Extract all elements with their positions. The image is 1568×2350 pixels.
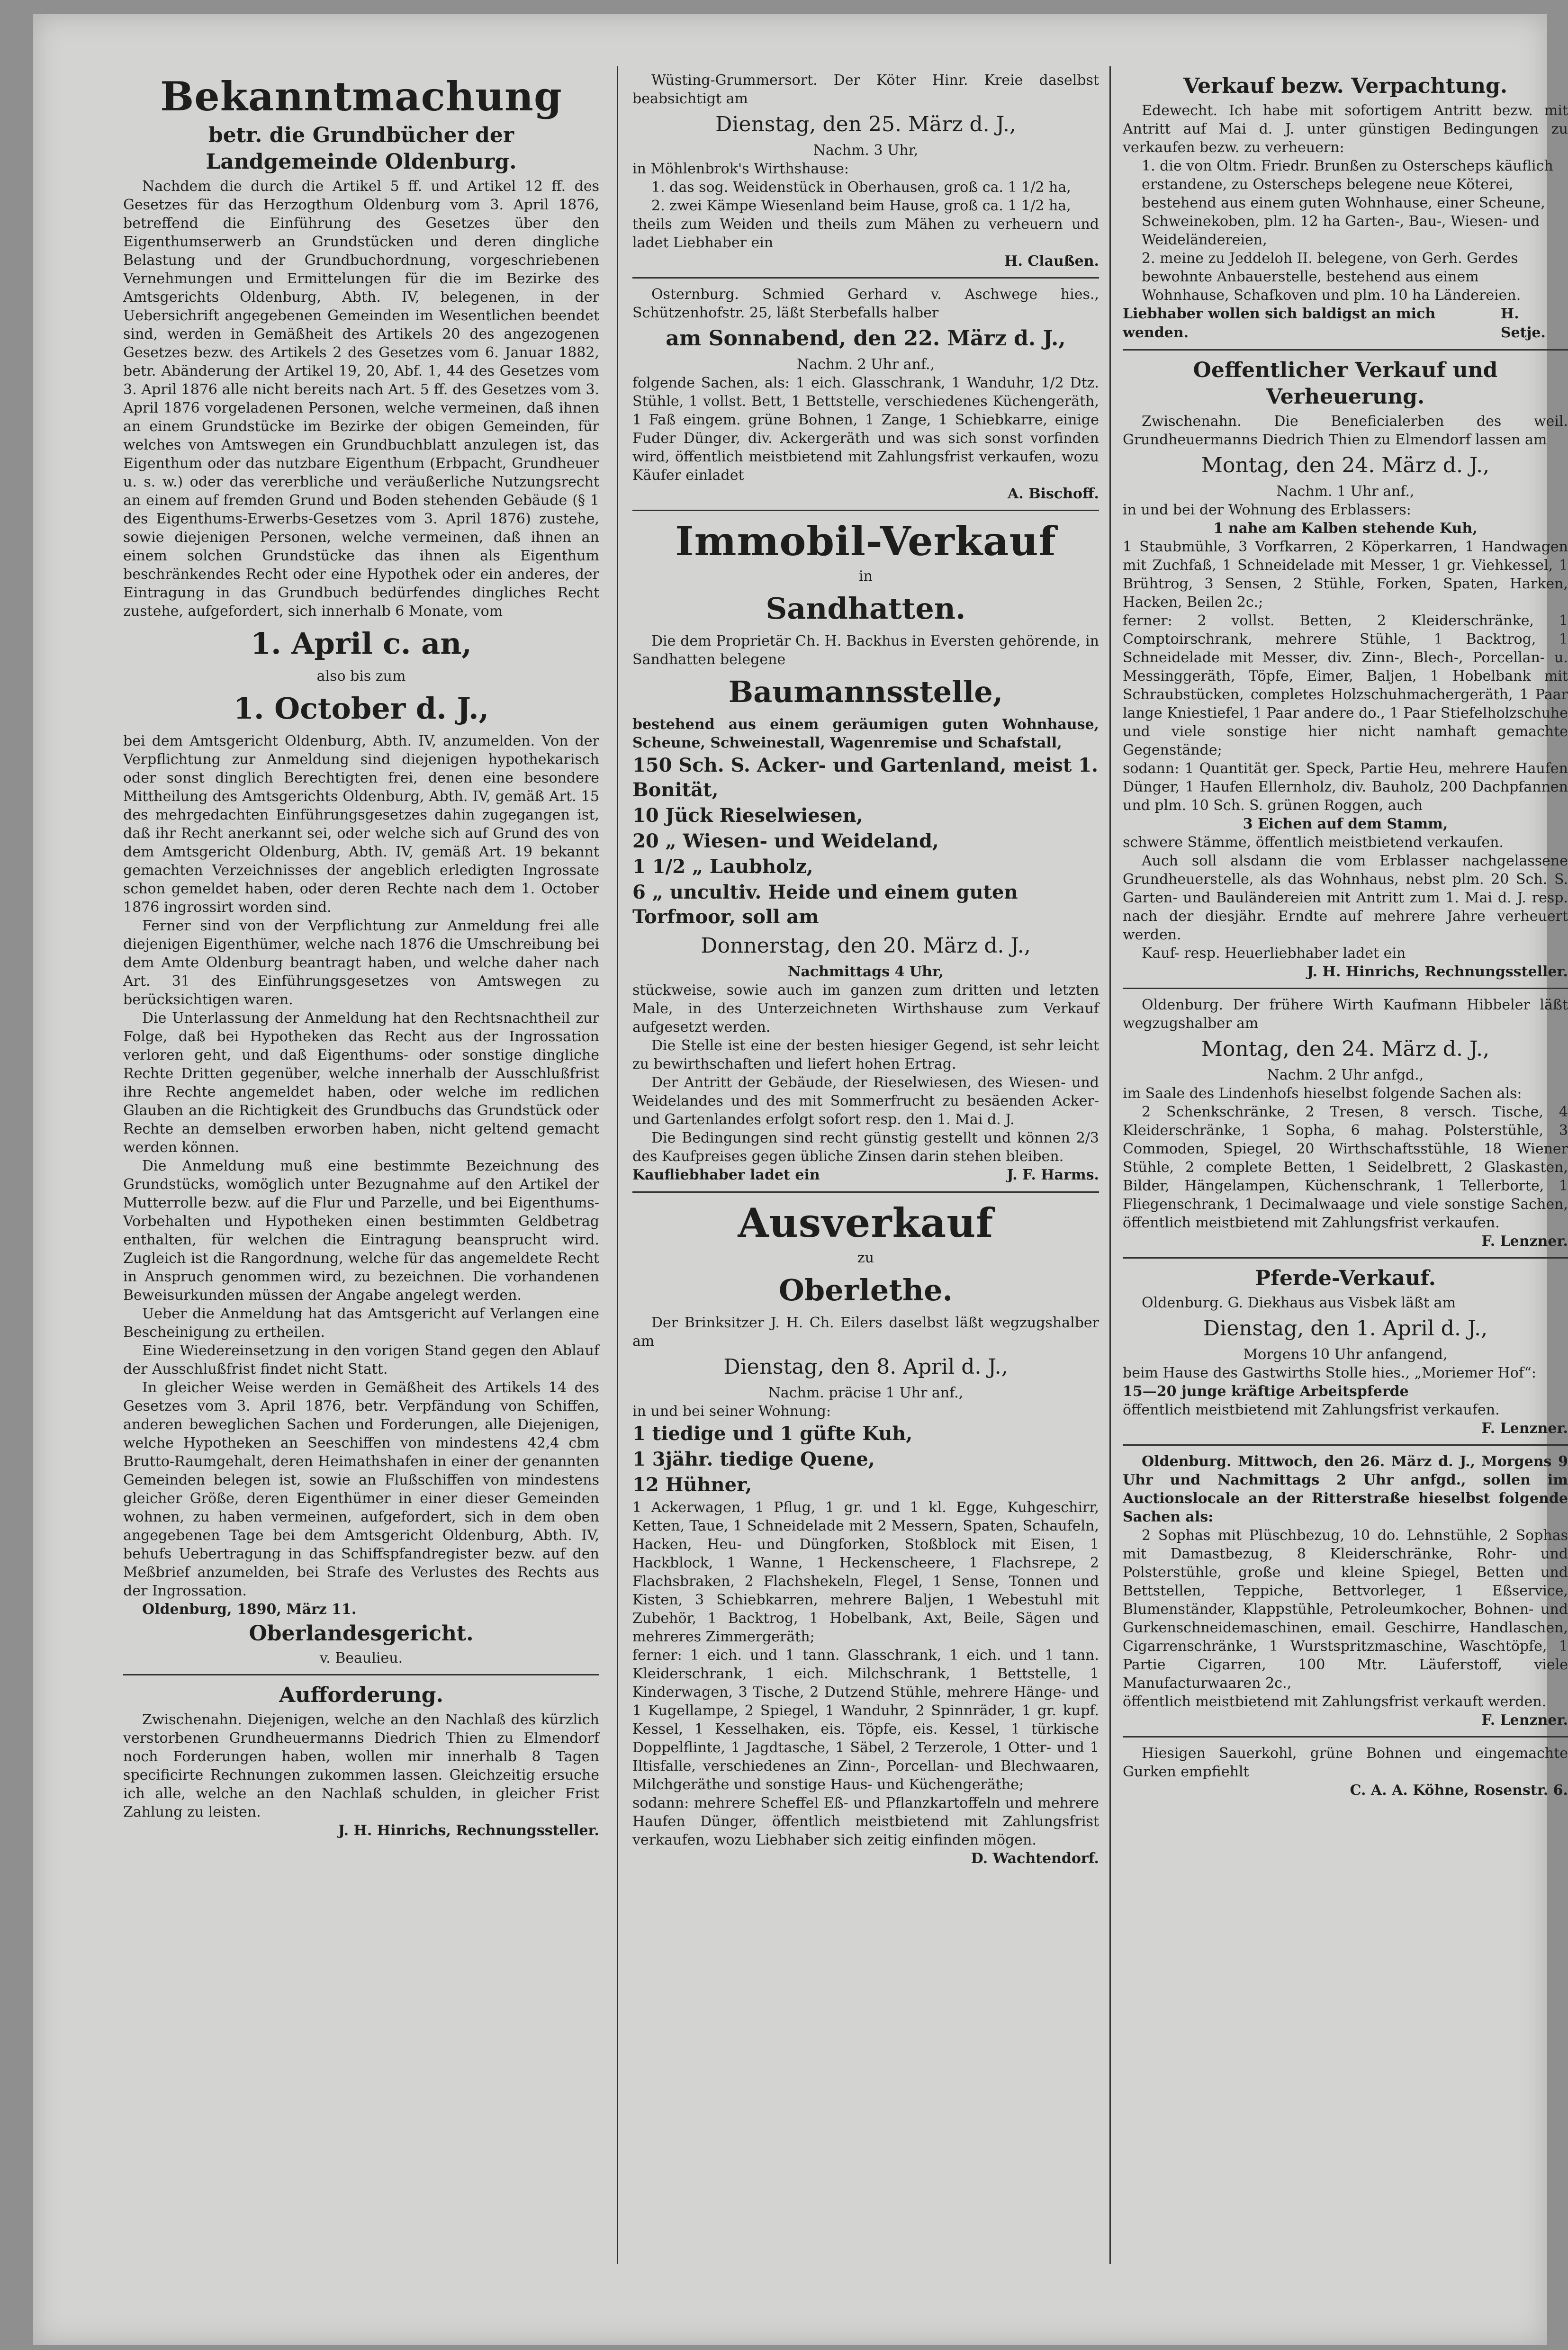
ad-signature: H. Claußen. xyxy=(1004,253,1099,270)
section-divider xyxy=(1123,1444,1568,1446)
column-divider xyxy=(1109,66,1111,2264)
section-divider xyxy=(632,1191,1099,1193)
ad-signature: A. Bischoff. xyxy=(1008,486,1099,502)
ad-text: 1 Ackerwagen, 1 Pflug, 1 gr. und 1 kl. Egge, Kuhgeschirr, Ketten, Taue, 1 Schneidelade mit 2 Messern, Spaten, Schaufeln, Hacken, Heu- und Düngforken, Stoßblock mit Eisen, 1 Hackblock, 1 Wanne, 1 Heckenscheere, 1 Flachsrepe, 2 Flachsbraken, 2 Flachshekeln, Flegel, 1 Sense, Tonnen und Kisten, 3 Schiebkarren, mehrere Baljen, 1 Webestuhl mit Zubehör, 1 Backtrog, 1 Hobelbank, Axt, Beile, Sägen und mehreres Zimmergeräth; xyxy=(632,1499,1099,1645)
column-1 xyxy=(123,71,599,1840)
ad-highlight: 3 Eichen auf dem Stamm, xyxy=(1243,816,1448,832)
signer-name: v. Beaulieu. xyxy=(319,1650,403,1666)
ad-text: folgende Sachen, als: 1 eich. Glasschrank, 1 Wanduhr, 1/2 Dtz. Stühle, 1 vollst. Bett, 1 Bettstelle, verschiedenes Küchengeräth, 1 Faß eingem. grüne Bohnen, 1 Zange, 1 Schiebkarre, einige Fuder Dünger, div. Ackergeräth und was sich sonst vorfinden wird, öffentlich meistbietend mit Zahlungsfrist verkaufen, wozu Käufer einladet xyxy=(632,375,1099,484)
column-3 xyxy=(1123,71,1568,1800)
announcement-text: also bis zum xyxy=(316,668,406,684)
place-date: Oldenburg, 1890, März 11. xyxy=(142,1601,357,1618)
ad-livestock-line: 1 3jähr. tiedige Quene, xyxy=(632,1448,875,1470)
ad-text: sodann: mehrere Scheffel Eß- und Pflanzkartoffeln und mehrere Haufen Dünger, öffentlich meistbietend mit Zahlungsfrist verkaufen, wozu Liebhaber sich zeitig einfinden mögen. xyxy=(632,1795,1099,1848)
court-name: Oberlandesgericht. xyxy=(249,1621,474,1646)
ad-text: bestehend aus einem geräumigen guten Wohnhause, Scheune, Schweinestall, Wagenremise und Schafstall, xyxy=(632,716,1099,751)
ad-text: stückweise, sowie auch im ganzen zum dritten und letzten Male, in des Unterzeichneten Wirthshause zum Verkauf aufgesetzt werden. xyxy=(632,982,1099,1035)
ad-date: Dienstag, den 1. April d. J., xyxy=(1203,1316,1488,1341)
ad-title: Ausverkauf xyxy=(738,1199,994,1246)
ad-time: Nachm. 1 Uhr anf., xyxy=(1276,483,1415,500)
ad-title: Immobil-Verkauf xyxy=(675,518,1056,565)
announcement-paragraph: Die Anmeldung muß eine bestimmte Bezeichnung des Grundstücks, womöglich unter Bezugnahme auf den Artikel der Mutterrolle bezw. auf die Flur und Parzelle, und bei Eigenthums-Vorbehalten und Hypotheken einen bestimmten Geldbetrag enthalten, für welchen die Eintragung beansprucht wird. Zugleich ist die Rangordnung, welche für das angemeldete Recht in Anspruch genommen wird, zu bezeichnen. Die vorhandenen Beweisurkunden müssen der Angabe angelegt werden. xyxy=(123,1158,599,1304)
ad-text: ferner: 1 eich. und 1 tann. Glasschrank, 1 eich. und 1 tann. Kleiderschrank, 1 eich. Milchschrank, 1 Bettstelle, 1 Kinderwagen, 3 Tische, 2 Dutzend Stühle, mehrere Hänge- und 1 Kugellampe, 2 Spiegel, 1 Wanduhr, 2 Spinnräder, 1 gr. kupf. Kessel, 1 Kesselhaken, eis. Töpfe, eis. Kessel, 1 türkische Doppelflinte, 1 Jagdtasche, 1 Säbel, 2 Terzerole, 1 Otter- und 1 Iltisfalle, verschiedenes an Zinn-, Porcellan- und Blechwaaren, Milchgeräthe und sonstige Haus- und Küchengeräthe; xyxy=(632,1647,1099,1793)
ad-time: Nachm. 3 Uhr, xyxy=(813,142,919,159)
announcement-end-date: 1. October d. J., xyxy=(233,691,489,726)
ad-highlight: 1 nahe am Kalben stehende Kuh, xyxy=(1213,520,1478,537)
ad-time: Nachm. präcise 1 Uhr anf., xyxy=(768,1385,964,1401)
ad-text: öffentlich meistbietend mit Zahlungsfrist verkauft werden. xyxy=(1123,1693,1547,1710)
notice-signature: J. H. Hinrichs, Rechnungssteller. xyxy=(338,1822,599,1839)
ad-date: Donnerstag, den 20. März d. J., xyxy=(701,934,1031,958)
ad-date: Montag, den 24. März d. J., xyxy=(1201,1037,1490,1061)
ad-signature-row xyxy=(632,1166,1099,1185)
ad-signature: C. A. A. Köhne, Rosenstr. 6. xyxy=(1350,1782,1568,1799)
ad-text: öffentlich meistbietend mit Zahlungsfrist verkaufen. xyxy=(1123,1402,1500,1418)
column-2 xyxy=(632,71,1099,1868)
ad-signature: F. Lenzner. xyxy=(1481,1420,1568,1437)
section-divider xyxy=(1123,349,1568,351)
ad-item: 1. das sog. Weidenstück in Oberhausen, groß ca. 1 1/2 ha, xyxy=(651,179,1071,196)
section-divider xyxy=(632,277,1099,279)
ad-text: Edewecht. Ich habe mit sofortigem Antritt bezw. mit Antritt auf Mai d. J. unter günstigen Bedingungen zu verkaufen bezw. zu verheuern: xyxy=(1123,102,1568,156)
section-divider xyxy=(1123,1736,1568,1738)
ad-location: in und bei der Wohnung des Erblassers: xyxy=(1123,502,1411,518)
ad-signature: F. Lenzner. xyxy=(1481,1233,1568,1250)
ad-time: Morgens 10 Uhr anfangend, xyxy=(1243,1346,1448,1363)
ad-date: Montag, den 24. März d. J., xyxy=(1201,453,1490,477)
ad-intro: Osternburg. Schmied Gerhard v. Aschwege hies., Schützenhofstr. 25, läßt Sterbefalls halber xyxy=(632,286,1099,321)
section-divider xyxy=(123,1674,599,1675)
ad-text: Die Bedingungen sind recht günstig gestellt und können 2/3 des Kaufpreises gegen übliche Zinsen darin stehen bleiben. xyxy=(632,1130,1099,1165)
ad-intro: Wüsting-Grummersort. Der Köter Hinr. Kreie daselbst beabsichtigt am xyxy=(632,72,1099,107)
notice-title: Aufforderung. xyxy=(279,1683,443,1707)
ad-signature: J. F. Harms. xyxy=(1007,1167,1099,1183)
ad-highlight: 15—20 junge kräftige Arbeitspferde xyxy=(1123,1383,1409,1400)
ad-time: Nachm. 2 Uhr anfgd., xyxy=(1267,1067,1424,1083)
ad-text: Oldenburg. G. Diekhaus aus Visbek läßt am xyxy=(1142,1295,1456,1311)
ad-time: Nachmittags 4 Uhr, xyxy=(788,963,944,980)
ad-location: in Möhlenbrok's Wirthshause: xyxy=(632,161,849,177)
ad-text: Auch soll alsdann die vom Erblasser nachgelassene Grundheuerstelle, als das Wohnhaus, nebst plm. 20 Sch. S. Garten- und Bauländereien mit Antritt zum 1. Mai d. J. resp. nach der diesjähr. Erndte auf mehrere Jahre verheuert werden. xyxy=(1123,853,1568,943)
notice-paragraph: Zwischenahn. Diejenigen, welche an den Nachlaß des kürzlich verstorbenen Grundheuermanns Diedrich Thien zu Elmendorf noch Forderungen haben, wollen mir innerhalb 8 Tagen specificirte Rechnungen zukommen lassen. Gleichzeitig ersuche ich alle, welche an den Nachlaß schulden, in gleicher Frist Zahlung zu leisten. xyxy=(123,1711,599,1820)
ad-signature: F. Lenzner. xyxy=(1481,1712,1568,1729)
ad-place: Oberlethe. xyxy=(778,1273,953,1307)
ad-text: Zwischenahn. Die Beneficialerben des weil. Grundheuermanns Diedrich Thien zu Elmendorf lassen am xyxy=(1123,413,1568,448)
ad-signature: H. Setje. xyxy=(1500,306,1546,341)
ad-item: 2. zwei Kämpe Wiesenland beim Hause, groß ca. 1 1/2 ha, xyxy=(651,198,1071,214)
ad-time: Nachm. 2 Uhr anf., xyxy=(796,356,935,373)
ad-date: Dienstag, den 8. April d. J., xyxy=(723,1355,1008,1379)
ad-text: Oldenburg. Mittwoch, den 26. März d. J., Morgens 9 Uhr und Nachmittags 2 Uhr anfgd., sollen im Auctionslocale an der Ritterstraße hieselbst folgende Sachen als: xyxy=(1123,1453,1568,1525)
ad-text: schwere Stämme, öffentlich meistbietend verkaufen. xyxy=(1123,834,1504,851)
ad-title: Oeffentlicher Verkauf und Verheuerung. xyxy=(1193,358,1498,409)
ad-signature-text: Liebhaber wollen sich baldigst an mich wenden. xyxy=(1123,306,1436,341)
ad-livestock-line: 1 tiedige und 1 güfte Kuh, xyxy=(632,1423,913,1445)
ad-text: Der Brinksitzer J. H. Ch. Eilers daselbst läßt wegzugshalber am xyxy=(632,1315,1099,1350)
ad-text: 2 Sophas mit Plüschbezug, 10 do. Lehnstühle, 2 Sophas mit Damastbezug, 8 Kleiderschränke, Rohr- und Polsterstühle, große und kleine Spiegel, Betten und Bettstellen, Teppiche, Bettvorleger, 1 Eßservice, Blumenständer, Klappstühle, Petroleumkocher, Bohnen- und Gurkenschneidemaschinen, email. Geschirre, Handlaschen, Cigarrenschränke, 1 Wurstspritzmaschine, Waschtöpfe, 1 Partie Cigarren, 100 Mtr. Läuferstoff, viele Manufacturwaaren 2c., xyxy=(1123,1527,1568,1692)
ad-item: 1. die von Oltm. Friedr. Brunßen zu Osterscheps käuflich erstandene, zu Osterscheps belegene neue Köterei, bestehend aus einem guten Wohnhause, einer Scheune, Schweinekoben, plm. 12 ha Garten-, Bau-, Wiesen- und Weideländereien, xyxy=(1142,158,1553,248)
ad-text: in xyxy=(859,568,873,585)
ad-date: Dienstag, den 25. März d. J., xyxy=(715,112,1016,136)
announcement-paragraph: Nachdem die durch die Artikel 5 ff. und Artikel 12 ff. des Gesetzes für das Herzogthum Oldenburg vom 3. April 1876, betreffend die Einführung des Gesetzes über den Eigenthumserwerb an Grundstücken und deren dingliche Belastung und der Grundbuchordnung, vorgeschriebenen Vernehmungen und Ermittelungen für die im Bezirke des Amtsgerichts Oldenburg, Abth. IV, belegenen, in der Uebersichrift angegebenen Gemeinden im Wesentlichen beendet sind, werden in Gemäßheit des Artikels 20 des angezogenen Gesetzes bezw. des Artikels 2 des Gesetzes vom 6. Januar 1882, betr. Abänderung der Artikel 19, 20, Abf. 1, 44 des Gesetzes vom 3. April 1876 alle nicht bereits nach Art. 5 ff. des Gesetzes vom 3. April 1876 vorgeladenen Personen, welche vermeinen, daß ihnen an einem Grundstücke im Bezirke der obigen Gemeinden, für welches von Amtswegen ein Grundbuchblatt anzulegen ist, das Eigenthum oder das nutzbare Eigenthum (Erbpacht, Grundheuer u. s. w.) oder das vererbliche und veräußerliche Nutzungsrecht an einem auf fremden Grund und Boden stehenden Gebäude (§ 1 des Eigenthums-Erwerbs-Gesetzes vom 3. April 1876) zustehe, sowie diejenigen Personen, welche vermeinen, daß ihnen an einem solchen Grundstücke das ihnen als Eigenthum beschränkendes Recht oder eine Hypothek oder ein anderes, der Eintragung in das Grundbuch bedürfendes dingliches Recht zustehe, aufgefordert, sich innerhalb 6 Monate, vom xyxy=(123,178,599,620)
ad-text: Der Antritt der Gebäude, der Rieselwiesen, des Wiesen- und Weidelandes und des mit Sommerfrucht zu besäenden Acker- und Gartenlandes erfolgt sofort resp. den 1. Mai d. J. xyxy=(632,1074,1099,1128)
ad-location: in und bei seiner Wohnung: xyxy=(632,1403,831,1420)
section-divider xyxy=(632,510,1099,511)
ad-land-line: 10 Jück Rieselwiesen, xyxy=(632,804,863,827)
ad-text: sodann: 1 Quantität ger. Speck, Partie Heu, mehrere Haufen Dünger, 1 Haufen Ellernholz, div. Bauholz, 200 Dachpfannen und plm. 10 Sch. S. grünen Roggen, auch xyxy=(1123,760,1568,814)
announcement-paragraph: Ferner sind von der Verpflichtung zur Anmeldung frei alle diejenigen Eigenthümer, welche nach 1876 die Umschreibung bei dem Amte Oldenburg beantragt haben, und welche daher nach Art. 31 des Einführungsgesetzes von Amtswegen zu berücksichtigen waren. xyxy=(123,918,599,1008)
newspaper-page xyxy=(33,14,1568,2345)
section-divider xyxy=(1123,988,1568,989)
ad-text: Oldenburg. Der frühere Wirth Kaufmann Hibbeler läßt wegzugshalber am xyxy=(1123,997,1568,1032)
announcement-paragraph: Eine Wiedereinsetzung in den vorigen Stand gegen den Ablauf der Ausschlußfrist findet nicht Statt. xyxy=(123,1342,599,1378)
ad-text: Kauf- resp. Heuerliebhaber ladet ein xyxy=(1142,945,1406,962)
ad-text: 1 Staubmühle, 3 Vorfkarren, 2 Köperkarren, 1 Handwagen mit Zuchfaß, 1 Schneidelade mit Messer, 1 gr. Viehkessel, 1 Brühtrog, 3 Sensen, 2 Stühle, Forken, Spaten, Harken, Hacken, Beilen 2c.; xyxy=(1123,539,1568,611)
ad-date: am Sonnabend, den 22. März d. J., xyxy=(666,326,1066,351)
announcement-paragraph: Die Unterlassung der Anmeldung hat den Rechtsnachtheil zur Folge, daß bei Hypotheken das Recht aus der Ingrossation verloren geht, und daß Eigenthums- oder sonstige dingliche Rechte Dritten gegenüber, welche innerhalb der Ausschlußfrist ihre Rechte angemeldet haben, oder welche im redlichen Glauben an die Richtigkeit des Grundbuchs das Grundstück oder Rechte an demselben erworben haben, nicht geltend gemacht werden können. xyxy=(123,1010,599,1156)
announcement-paragraph: bei dem Amtsgericht Oldenburg, Abth. IV, anzumelden. Von der Verpflichtung zur Anmeldung sind diejenigen hypothekarisch oder sonst dinglich Berechtigten frei, denen eine besondere Mittheilung des Amtsgerichts Oldenburg, Abth. IV, gemäß Art. 15 des mehrgedachten Einführungsgesetzes dahin zugegangen ist, daß ihr Recht anerkannt sei, oder welche sich auf Grund des von dem Amtsgericht Oldenburg, Abth. IV, gemäß Art. 19 bekannt gemachten Verzeichnisses der angeblich erledigten Ingrossate schon gemeldet haben, oder deren Rechte nach dem 1. October 1876 ingrossirt worden sind. xyxy=(123,733,599,916)
ad-text: beim Hause des Gastwirths Stolle hies., „Moriemer Hof“: xyxy=(1123,1365,1536,1381)
ad-text: zu xyxy=(857,1250,874,1266)
ad-land-line: 1 1/2 „ Laubholz, xyxy=(632,855,813,878)
announcement-title: Bekanntmachung xyxy=(160,73,562,120)
ad-signature: J. H. Hinrichs, Rechnungssteller. xyxy=(1307,963,1568,980)
ad-livestock-line: 12 Hühner, xyxy=(632,1474,752,1496)
ad-land-line: 20 „ Wiesen- und Weideland, xyxy=(632,830,939,852)
announcement-paragraph: Ueber die Anmeldung hat das Amtsgericht auf Verlangen eine Bescheinigung zu ertheilen. xyxy=(123,1306,599,1341)
ad-text: ferner: 2 vollst. Betten, 2 Kleiderschränke, 1 Comptoirschrank, mehrere Stühle, 1 Backtrog, 1 Schneidelade mit Messer, div. Zinn-, Blech-, Porcellan- u. Messinggeräth, Töpfe, Eimer, Baljen, 1 Hobelbank mit Schraubstücken, completes Holzschuhmachergeräth, 1 Paar lange Kniestiefel, 1 Paar andere do., 1 Paar Stiefelholzschuhe und viele sonstige hier nicht namhaft gemachte Gegenstände; xyxy=(1123,612,1568,758)
announcement-start-date: 1. April c. an, xyxy=(251,626,472,661)
ad-land-line: 6 „ uncultiv. Heide und einem guten Torfmoor, soll am xyxy=(632,881,1018,928)
ad-text: theils zum Weiden und theils zum Mähen zu verheuern und ladet Liebhaber ein xyxy=(632,216,1099,251)
ad-signature: D. Wachtendorf. xyxy=(971,1850,1099,1867)
ad-item: 2. meine zu Jeddeloh II. belegene, von Gerh. Gerdes bewohnte Anbauerstelle, bestehend aus einem Wohnhause, Schafkoven und plm. 10 ha Ländereien. xyxy=(1142,250,1521,304)
ad-land-line: 150 Sch. S. Acker- und Gartenland, meist 1. Bonität, xyxy=(632,754,1098,801)
ad-text: 2 Schenkschränke, 2 Tresen, 8 versch. Tische, 4 Kleiderschränke, 1 Sopha, 6 mahag. Polsterstühle, 3 Commoden, Spiegel, 20 Wirthschaftsstühle, 18 Wiener Stühle, 2 complete Betten, 1 Seidelbrett, 2 Glaskasten, Bilder, Hängelampen, Küchenschrank, 1 Tellerborte, 1 Fliegenschrank, 1 Decimalwaage und viele sonstige Sachen, öffentlich meistbietend mit Zahlungsfrist verkaufen. xyxy=(1123,1104,1568,1231)
ad-signature-row xyxy=(1123,305,1568,342)
ad-place: Sandhatten. xyxy=(766,591,966,626)
announcement-paragraph: In gleicher Weise werden in Gemäßheit des Artikels 14 des Gesetzes vom 3. April 1876, betr. Verpfändung von Schiffen, anderen beweglichen Sachen und Forderungen, alle Diejenigen, welche Hypotheken an Seeschiffen von mindestens 42,4 cbm Brutto-Raumgehalt, deren Heimathshafen in einer der genannten Gemeinden belegen ist, sowie an Flußschiffen von mindestens gleicher Größe, deren Eigenthümer in einer dieser Gemeinden wohnen, zu haben vermeinen, aufgefordert, sich in dem oben angegebenen Tage bei dem Amtsgericht Oldenburg, Abth. IV, behufs Uebertragung in das Schiffspfandregister bezw. auf den Meßbrief anzumelden, bei Strafe des Verlustes des Rechts aus der Ingrossation. xyxy=(123,1379,599,1599)
ad-text: Die dem Proprietär Ch. H. Backhus in Eversten gehörende, in Sandhatten belegene xyxy=(632,633,1099,668)
ad-text: im Saale des Lindenhofs hieselbst folgende Sachen als: xyxy=(1123,1085,1522,1102)
ad-text: Hiesigen Sauerkohl, grüne Bohnen und eingemachte Gurken empfiehlt xyxy=(1123,1745,1568,1780)
ad-title: Verkauf bezw. Verpachtung. xyxy=(1183,74,1508,98)
ad-signature-text: Kaufliebhaber ladet ein xyxy=(632,1167,820,1183)
column-divider xyxy=(617,66,618,2264)
ad-text: Die Stelle ist eine der besten hiesiger Gegend, ist sehr leicht zu bewirthschaften und liefert hohen Ertrag. xyxy=(632,1037,1099,1072)
section-divider xyxy=(1123,1257,1568,1259)
announcement-subtitle: betr. die Grundbücher der Landgemeinde Oldenburg. xyxy=(206,123,517,174)
ad-title: Pferde-Verkauf. xyxy=(1255,1266,1436,1290)
ad-property: Baumannsstelle, xyxy=(728,675,1003,709)
